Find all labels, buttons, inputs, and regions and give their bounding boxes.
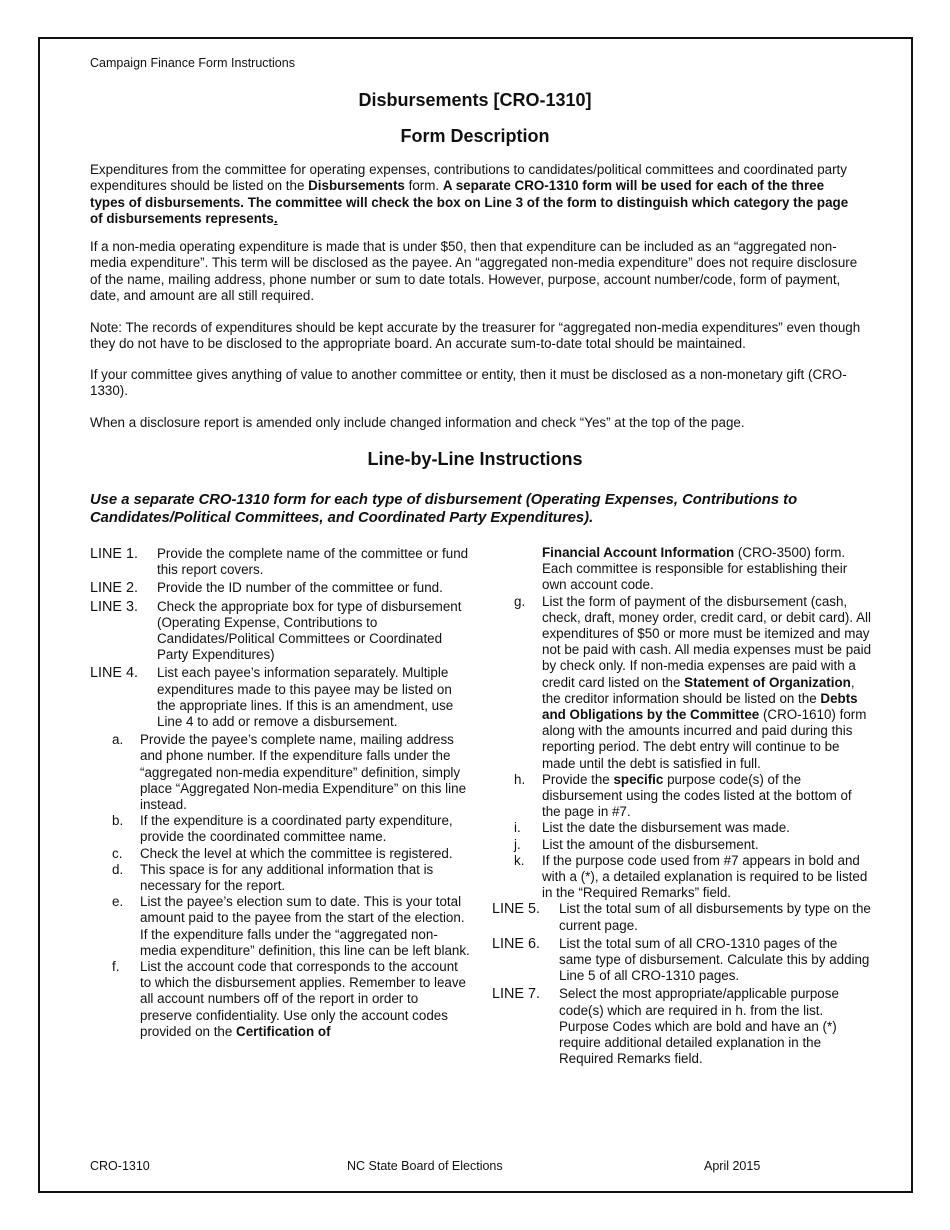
line-text: List the total sum of all CRO-1310 pages of the same type of disbursement. Calculate this by adding Line 5 of all CRO-1310 pages. xyxy=(559,935,870,984)
line-4g-instruction xyxy=(492,594,872,772)
sub-letter: g. xyxy=(514,593,526,609)
line-4-instruction xyxy=(90,665,470,730)
form-description-heading: Form Description xyxy=(400,126,550,146)
sub-letter: f. xyxy=(112,959,120,975)
description-paragraph-4: If your committee gives anything of value to another committee or entity, then it must be disclosed as a non-monetary gift (CRO-1330). xyxy=(90,367,847,399)
sub-text: List the date the disbursement was made. xyxy=(542,820,790,836)
sub-text: If the expenditure is a coordinated party expenditure, provide the coordinated committee name. xyxy=(140,813,453,845)
sub-letter: e. xyxy=(112,894,124,910)
sub-letter: b. xyxy=(112,813,124,829)
instructions-right-column xyxy=(492,545,872,1070)
sub-text: Check the level at which the committee is registered. xyxy=(140,845,453,861)
line-4f-continuation: Financial Account Information (CRO-3500) form. Each committee is responsible for establishing their own account code. xyxy=(542,545,848,593)
sub-text: List the account code that corresponds to the account to which the disbursement applies. Remember to leave all account numbers off of the report in order to preserve confidentiality. Use only the account codes provided on the Certification of xyxy=(140,959,467,1039)
sub-letter: i. xyxy=(514,820,521,836)
line-4d-instruction xyxy=(90,862,470,894)
line-label: LINE 2. xyxy=(90,580,138,597)
line-label: LINE 6. xyxy=(492,935,540,952)
header-note: Campaign Finance Form Instructions xyxy=(90,56,295,70)
sub-letter: c. xyxy=(112,845,123,861)
description-paragraph-2: If a non-media operating expenditure is made that is under $50, then that expenditure can be included as an “aggregated non-media expenditure”. This term will be disclosed as the payee. An “aggregated non-media expenditure” does not require disclosure of the name, mailing address, phone number or sum to date totals. However, purpose, account number/code, form of payment, date, and amount are all still required. xyxy=(90,239,858,303)
line-2-instruction xyxy=(90,580,470,596)
footer-date: April 2015 xyxy=(704,1159,761,1173)
line-label: LINE 4. xyxy=(90,665,138,682)
sub-text: List the form of payment of the disbursement (cash, check, draft, money order, credit card, or debit card). All expenditures of $50 or more must be itemized and may not be paid with cash. All media expenses must be paid by check only. If non-media expenses are paid with a credit card listed on the Statement of Organization, the creditor information should be listed on the Debts and Obligations by the Committee (CRO-1610) form along with the amounts incurred and paid during this reporting period. The debt entry will continue to be made until the debt is satisfied in full. xyxy=(542,593,872,771)
sub-letter: j. xyxy=(514,836,521,852)
sub-letter: k. xyxy=(514,852,525,868)
line-4h-instruction xyxy=(492,772,872,821)
sub-text: Provide the payee’s complete name, mailing address and phone number. If the expenditure falls under the “aggregated non-media expenditure” definition, simply place “Aggregated Non-media Expenditure” on this line instead. xyxy=(140,732,467,813)
line-text: List the total sum of all disbursements by type on the current page. xyxy=(559,901,871,933)
line-4k-instruction xyxy=(492,853,872,902)
line-text: List each payee’s information separately. Multiple expenditures made to this payee may be listed on the appropriate lines. If this is an amendment, use Line 4 to add or remove a disbursement. xyxy=(157,665,454,730)
line-6-instruction xyxy=(492,936,872,985)
sub-letter: a. xyxy=(112,732,124,748)
line-4e-instruction xyxy=(90,894,470,959)
description-paragraph-1: Expenditures from the committee for operating expenses, contributions to candidates/political committees and coordinated party expenditures should be listed on the Disbursements form. A separate CRO-1310 form will be used for each of the three types of disbursements. The committee will check the box on Line 3 of the form to distinguish which category the page of disbursements represents. xyxy=(90,162,849,226)
section-intro: Use a separate CRO-1310 form for each type of disbursement (Operating Expenses, Contributions to Candidates/Political Committees, and Coordinated Party Expenditures). xyxy=(90,492,798,526)
line-text: Provide the complete name of the committee or fund this report covers. xyxy=(157,546,469,578)
footer-board-name: NC State Board of Elections xyxy=(347,1159,503,1173)
page-title: Disbursements [CRO-1310] xyxy=(358,90,592,110)
line-text: Check the appropriate box for type of disbursement (Operating Expense, Contributions to Candidates/Political Committees or Coordinated Party Expenditures) xyxy=(157,598,462,663)
sub-letter: d. xyxy=(112,861,124,877)
sub-letter: h. xyxy=(514,771,526,787)
line-4i-instruction xyxy=(492,820,872,836)
line-text: Provide the ID number of the committee or fund. xyxy=(157,580,443,596)
sub-text: List the amount of the disbursement. xyxy=(542,836,759,852)
description-paragraph-3: Note: The records of expenditures should be kept accurate by the treasurer for “aggregated non-media expenditures” even though they do not have to be disclosed to the appropriate board. An accurate sum-to-date total should be maintained. xyxy=(90,320,861,352)
line-4b-instruction xyxy=(90,813,470,845)
line-label: LINE 7. xyxy=(492,986,540,1003)
line-3-instruction xyxy=(90,599,470,664)
instructions-left-column xyxy=(90,546,470,1040)
line-1-instruction xyxy=(90,546,470,578)
line-by-line-heading: Line-by-Line Instructions xyxy=(367,449,583,469)
line-4c-instruction xyxy=(90,846,470,862)
sub-text: This space is for any additional information that is necessary for the report. xyxy=(140,861,434,894)
sub-text: Provide the specific purpose code(s) of the disbursement using the codes listed at the bottom of the page in #7. xyxy=(542,771,852,820)
line-4a-instruction xyxy=(90,732,470,813)
line-label: LINE 3. xyxy=(90,598,138,615)
line-5-instruction xyxy=(492,901,872,933)
footer-form-number: CRO-1310 xyxy=(90,1159,150,1173)
sub-text: If the purpose code used from #7 appears in bold and with a (*), a detailed explanation is required to be listed in the “Required Remarks” field. xyxy=(542,852,868,901)
line-label: LINE 1. xyxy=(90,546,138,562)
description-paragraph-5: When a disclosure report is amended only include changed information and check “Yes” at the top of the page. xyxy=(90,415,745,430)
sub-text: List the payee’s election sum to date. This is your total amount paid to the payee from the start of the election. If the expenditure falls under the “aggregated non-media expenditure” definition, this line can be left blank. xyxy=(140,894,470,958)
line-text: Select the most appropriate/applicable purpose code(s) which are required in h. from the list. Purpose Codes which are bold and have an (*) require additional detailed explanation in the Required Remarks field. xyxy=(559,986,839,1067)
line-4j-instruction xyxy=(492,837,872,853)
line-4f-instruction xyxy=(90,959,470,1040)
line-label: LINE 5. xyxy=(492,901,540,918)
line-7-instruction xyxy=(492,986,872,1067)
